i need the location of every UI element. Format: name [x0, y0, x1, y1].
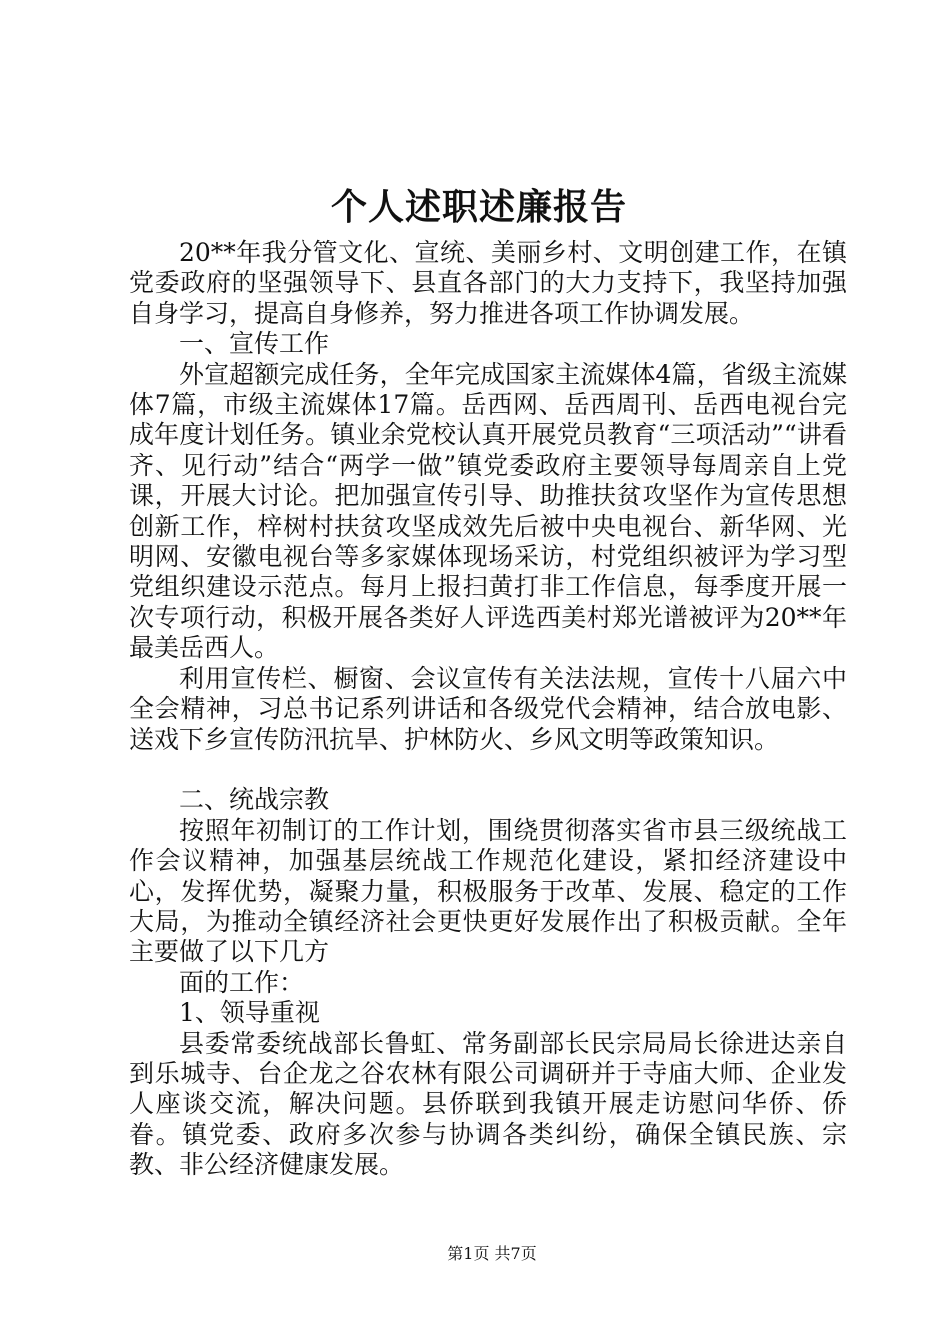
- document-title: 个人述职述廉报告: [330, 186, 627, 228]
- paragraph-publicity-2: 利用宣传栏、橱窗、会议宣传有关法法规，宣传十八届六中全会精神，习总书记系列讲话和各级党代会精神，结合放电影、送戏下乡宣传防汛抗旱、护林防火、乡风文明等政策知识。: [129, 663, 847, 754]
- paragraph-leadership: 县委常委统战部长鲁虹、常务副部长民宗局局长徐进达亲自到乐城寺、台企龙之谷农林有限公司调研并于寺庙大师、企业发人座谈交流，解决问题。县侨联到我镇开展走访慰问华侨、侨眷。镇党委、政府多次参与协调各类纠纷，确保全镇民族、宗教、非公经济健康发展。: [129, 1028, 847, 1180]
- blank-line: [129, 755, 847, 785]
- page-footer: 第1页 共7页: [447, 1244, 537, 1263]
- paragraph-united-front-continuation: 面的工作：: [179, 967, 305, 997]
- document-body: [129, 238, 847, 1181]
- paragraph-publicity-1: 外宣超额完成任务，全年完成国家主流媒体4篇，省级主流媒体7篇，市级主流媒体17篇。岳西网、岳西周刊、岳西电视台完成年度计划任务。镇业余党校认真开展党员教育“三项活动”“讲看齐、见行动”结合“两学一做”镇党委政府主要领导每周亲自上党课，开展大讨论。把加强宣传引导、助推扶贫攻坚作为宣传思想创新工作，梓树村扶贫攻坚成效先后被中央电视台、新华网、光明网、安徽电视台等多家媒体现场采访，村党组织被评为学习型党组织建设示范点。每月上报扫黄打非工作信息，每季度开展一次专项行动，积极开展各类好人评选西美村郑光谱被评为20**年最美岳西人。: [129, 359, 847, 663]
- section-heading-publicity: 一、宣传工作: [179, 329, 330, 359]
- paragraph-united-front-1: 按照年初制订的工作计划，围绕贯彻落实省市县三级统战工作会议精神，加强基层统战工作规范化建设，紧扣经济建设中心，发挥优势，凝聚力量，积极服务于改革、发展、稳定的工作大局，为推动全镇经济社会更快更好发展作出了积极贡献。全年主要做了以下几方: [129, 815, 847, 967]
- section-heading-united-front: 二、统战宗教: [179, 785, 330, 815]
- paragraph-intro: 20**年我分管文化、宣统、美丽乡村、文明创建工作，在镇党委政府的坚强领导下、县直各部门的大力支持下，我坚持加强自身学习，提高自身修养，努力推进各项工作协调发展。: [129, 238, 847, 328]
- subsection-heading-leadership: 1、领导重视: [179, 998, 320, 1028]
